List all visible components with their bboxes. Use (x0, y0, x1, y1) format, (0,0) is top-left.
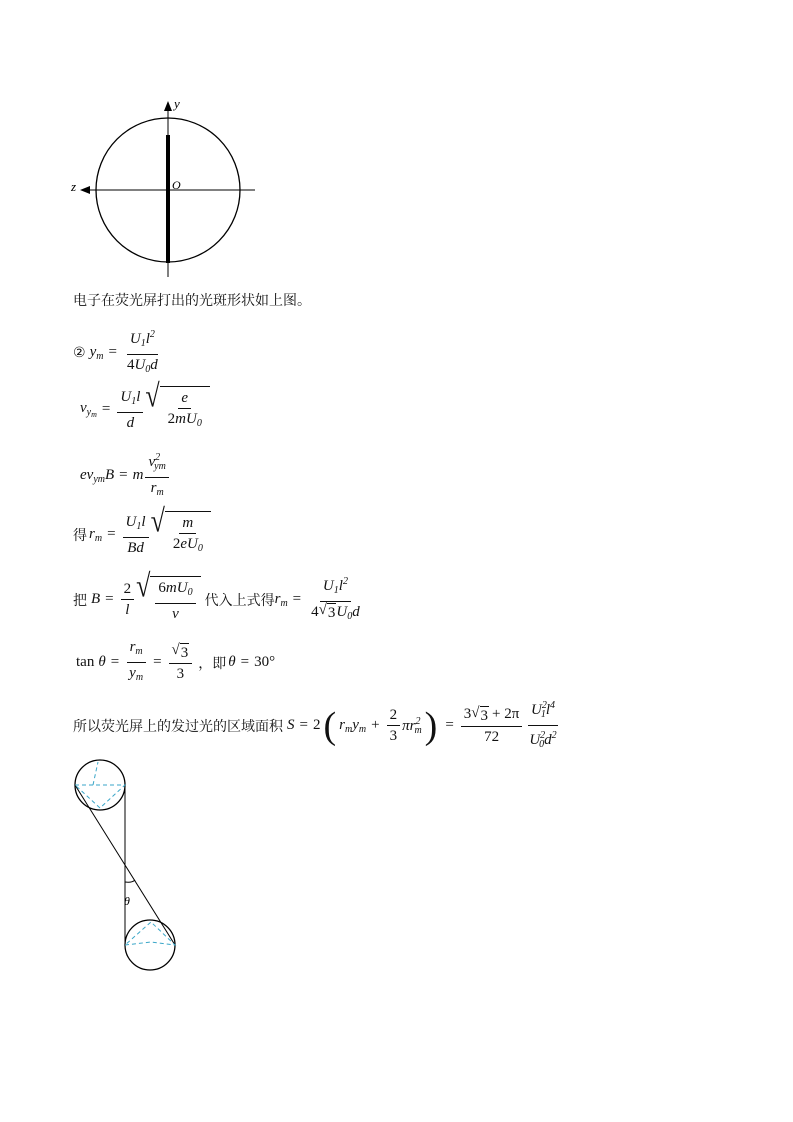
equation-area: 所以荧光屏上的发过光的区域面积 S = 2 ( $r_my_m$ + $\frac{2}{3}$ $\pi r^2_m$ ) = 3 √ 3 + 2π 72 $\frac{U^2_1l^4}{U^2_0d^2}$ (73, 697, 562, 754)
area-coef-fraction: 3 √ 3 + 2π 72 (461, 705, 523, 745)
theta-label: θ (124, 894, 130, 908)
vym-sqrt: √ $\frac{e}{2mU_0}$ (145, 386, 209, 433)
figure-caption: 电子在荧光屏打出的光斑形状如上图。 (73, 293, 311, 309)
b-sqrt: √ $\frac{6mU_0}{v}$ (136, 576, 200, 623)
vym-fraction: $\frac{U_1l}{d}$ (117, 388, 143, 432)
step-marker: ② (73, 344, 86, 361)
angle-arc (125, 880, 135, 882)
equation-tan-theta: tan θ = $\frac{r_m}{y_m}$ = √ 3 3 ，即 θ = 30° (76, 638, 275, 687)
ym-fraction: $\frac{U_1l^2}{4U_0d}$ (124, 326, 161, 379)
trajectory-figure (65, 752, 190, 977)
ym-var: $y_m$ (89, 343, 104, 362)
equation-rm: 得 $r_m$ = $\frac{U_1l}{Bd}$ √ $\frac{m}{2eU_0}$ (73, 511, 211, 558)
upper-dashed-chords (75, 762, 125, 808)
rm-result-fraction: $U_1l^2$ 4 √ 3 $U_0d$ (308, 573, 363, 626)
rm-var: $r_m$ (89, 525, 103, 544)
y-axis-arrow (164, 101, 172, 111)
rm-sqrt: √ $\frac{m}{2eU_0}$ (151, 511, 211, 558)
lorentz-lhs: $ev_{ym}B$ (80, 466, 115, 485)
y-axis-label: y (174, 96, 180, 111)
b-coef-fraction: $\frac{2}{l}$ (121, 580, 135, 619)
z-axis-arrow (80, 186, 90, 194)
equation-substitute-b: 把 B = $\frac{2}{l}$ √ $\frac{6mU_0}{v}$ 代入上式得 $r_m$ = $U_1l^2$ 4 √ 3 $U_0d$ (73, 573, 365, 626)
tan-ratio-fraction: $\frac{r_m}{y_m}$ (126, 638, 146, 687)
tan-value-fraction: √ 3 3 (169, 642, 193, 682)
rm-fraction: $\frac{U_1l}{Bd}$ (123, 513, 149, 557)
equation-lorentz: $ev_{ym}B$ = m $\frac{v^2_{ym}}{r_m}$ (80, 449, 171, 502)
z-axis-label: z (71, 179, 77, 194)
area-two-thirds: $\frac{2}{3}$ (387, 706, 401, 745)
spot-figure (70, 95, 270, 285)
equation-ym: ② $y_m$ = $\frac{U_1l^2}{4U_0d}$ (73, 326, 163, 379)
origin-label: O (172, 178, 181, 192)
vym-var: $v_{y_m}$ (80, 400, 97, 419)
area-var-fraction: $\frac{U^2_1l^4}{U^2_0d^2}$ (526, 697, 559, 754)
lorentz-fraction: $\frac{v^2_{ym}}{r_m}$ (145, 449, 168, 502)
equation-vym: $v_{y_m}$ = $\frac{U_1l}{d}$ √ $\frac{e}{2mU_0}$ (80, 386, 210, 433)
lower-circle (125, 920, 175, 970)
